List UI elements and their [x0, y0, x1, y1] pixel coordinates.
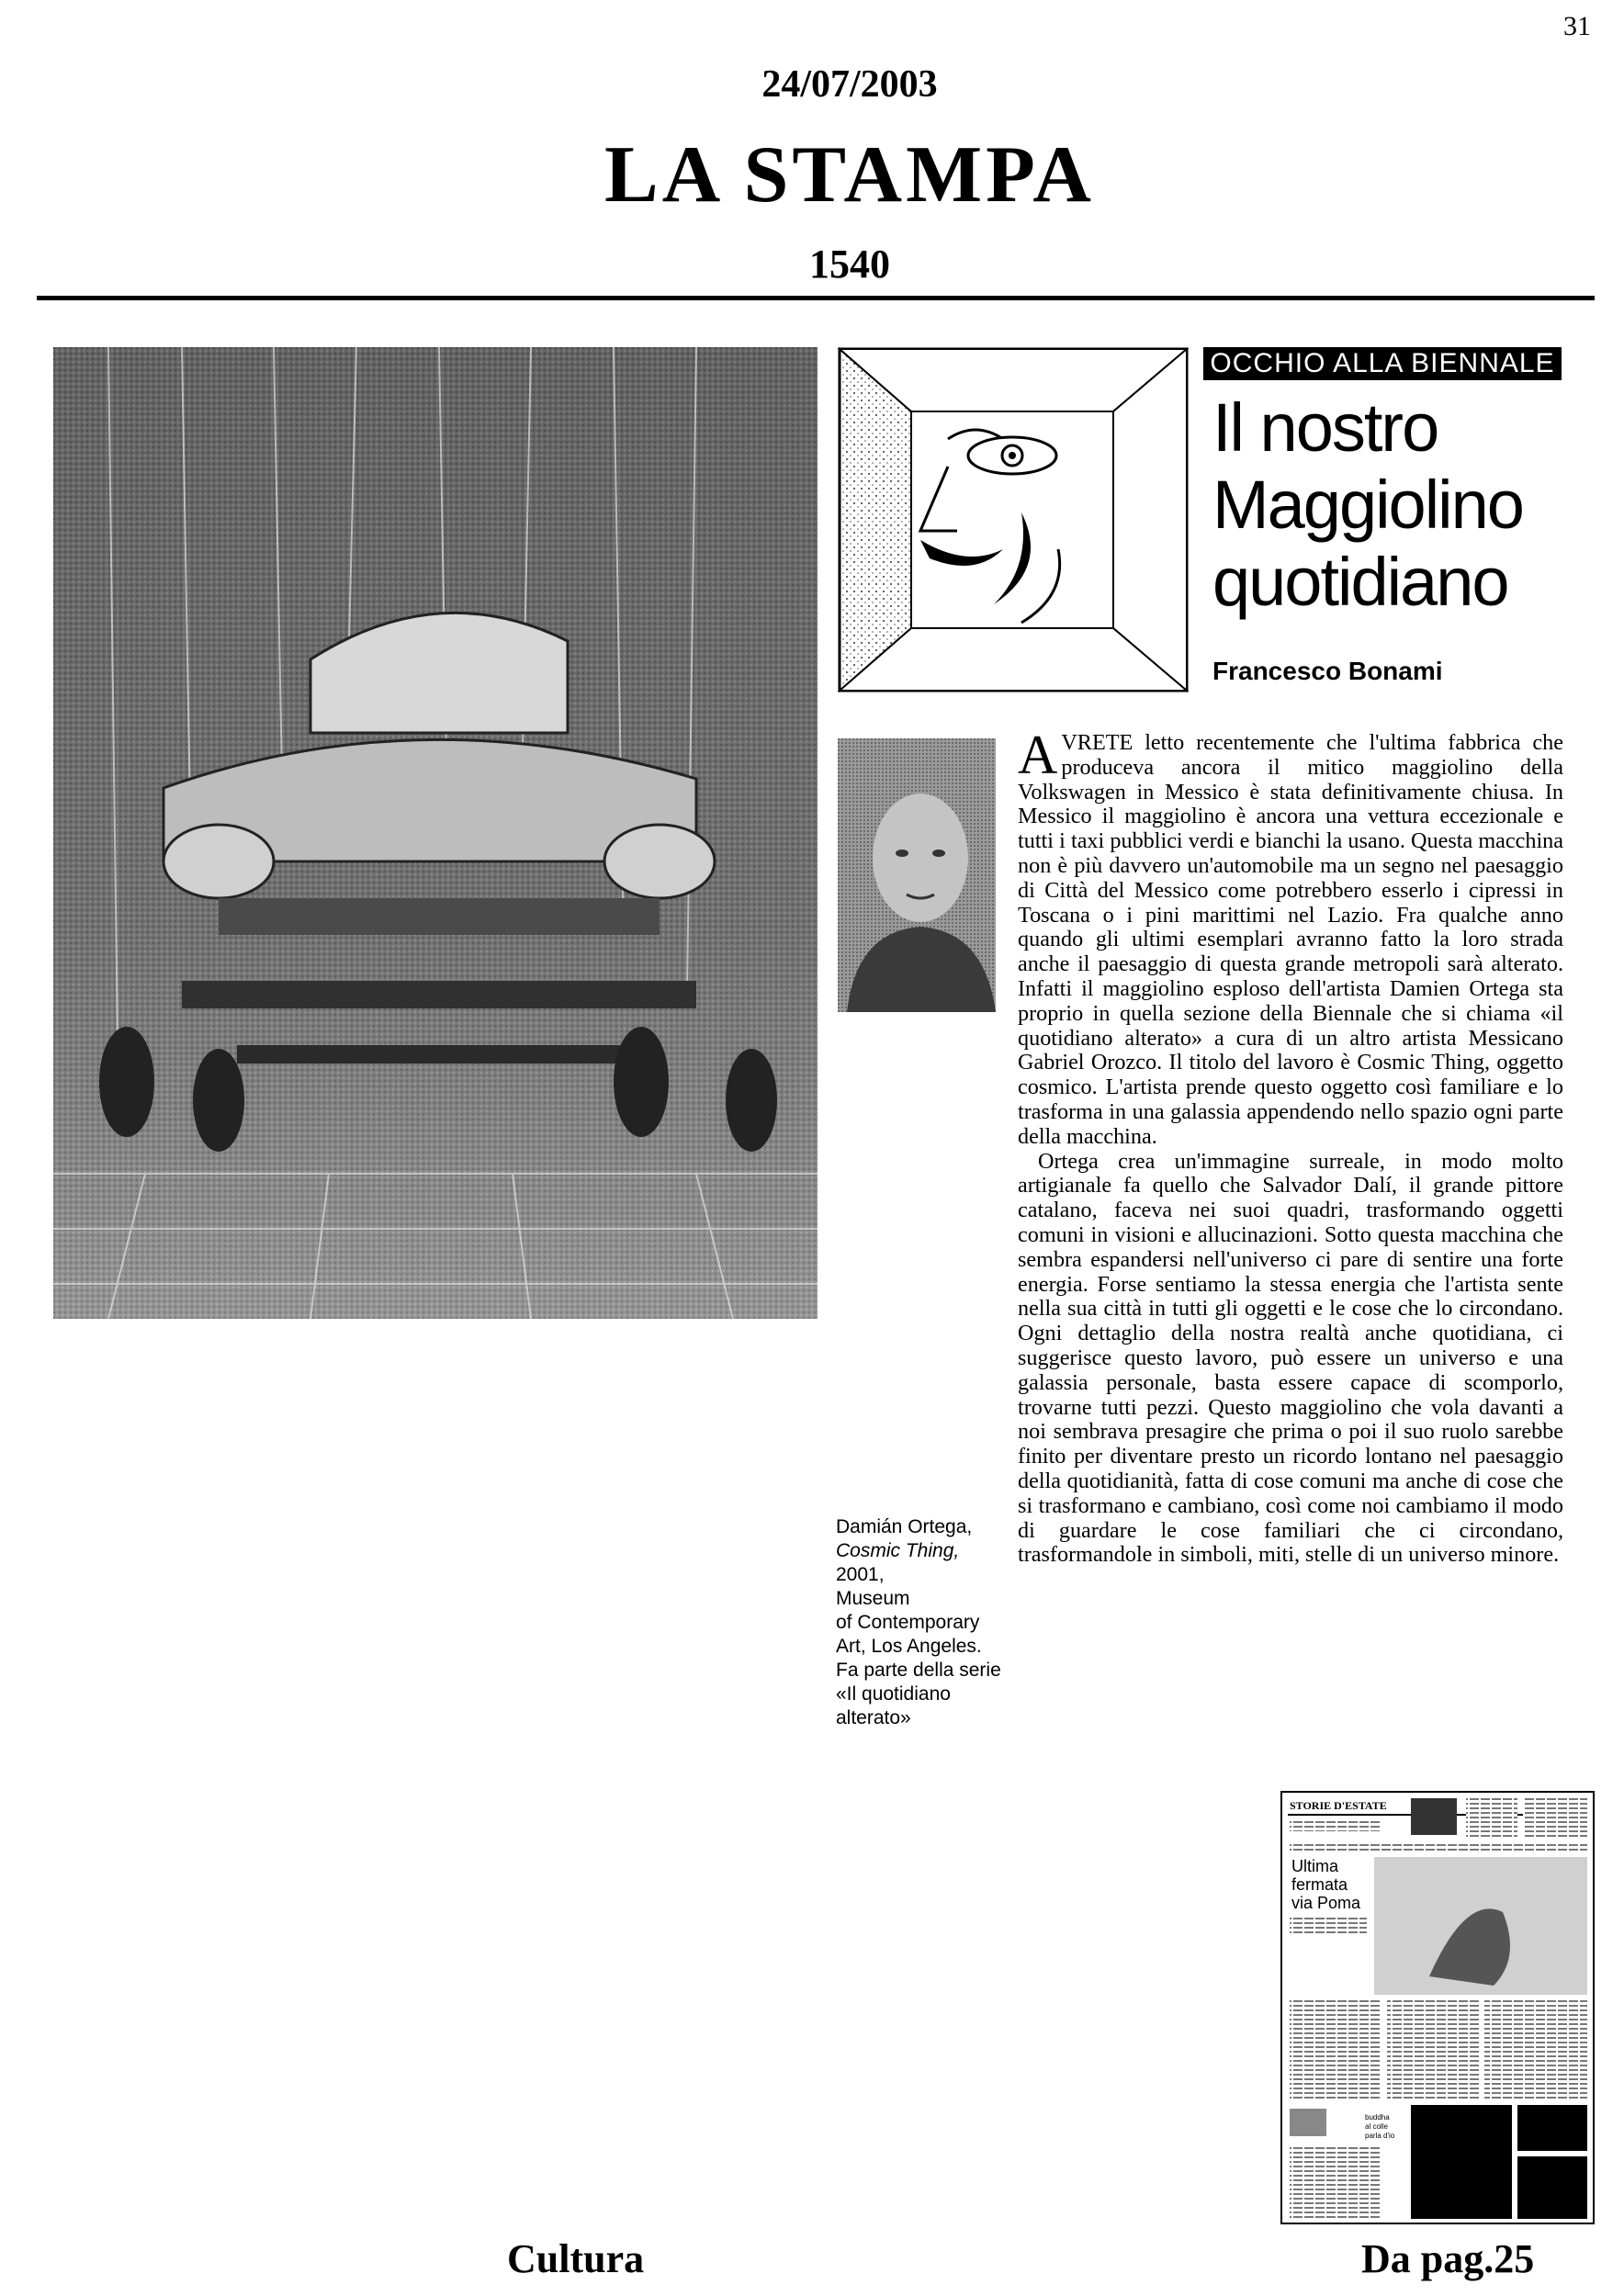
- article-body: [1018, 725, 1563, 1568]
- section-banner: OCCHIO ALLA BIENNALE: [1203, 347, 1562, 380]
- headline-line: Il nostro: [1212, 389, 1438, 466]
- caption-line: of Contemporary: [836, 1612, 980, 1633]
- caption-line: «Il quotidiano: [836, 1683, 951, 1705]
- thumbnail-box-line: buddha: [1365, 2113, 1390, 2122]
- headline: [1212, 389, 1598, 621]
- article-paragraph: [1018, 725, 1563, 1150]
- footer-section-name: Cultura: [507, 2236, 645, 2281]
- thumbnail-headline-line: via Poma: [1291, 1894, 1361, 1912]
- author-byline: Francesco Bonami: [1212, 657, 1443, 685]
- caption-title: Cosmic Thing,: [836, 1540, 960, 1561]
- main-photo: [53, 347, 818, 1319]
- drop-cap: A: [1018, 725, 1058, 785]
- caption-line: Museum: [836, 1588, 910, 1609]
- caption-year: 2001,: [836, 1564, 885, 1585]
- thumbnail-box-line: al colle: [1365, 2122, 1388, 2131]
- publication-date: 24/07/2003: [761, 63, 938, 106]
- caption-artist: Damián Ortega,: [836, 1516, 973, 1537]
- paragraph-text: VRETE letto recentemente che l'ultima fabbrica che produceva ancora il mitico maggiolino della Volkswagen in Messico è stata definitivamente chiusa. In Messico il maggiolino è ancora una vettura eccezionale e tutti i taxi pubblici verdi e bianchi la usano. Questa macchina non è più davvero un'automobile ma un segno nel paesaggio di Città del Messico come potrebbero esserlo i cipressi in Toscana o i pini marittimi nel Lazio. Fra qualche anno quando gli ultimi esemplari avranno fatto la loro strada anche il paesaggio di questa grande metropoli sarà alterato. Infatti il maggiolino esploso dell'artista Damien Ortega sta proprio in quella sezione della Biennale che si chiama «il quotidiano alterato» a cura di un altro artista Messicano Gabriel Orozco. Il titolo del lavoro è Cosmic Thing, oggetto cosmico. L'artista prende questo oggetto così familiare e lo trasforma in una galassia appendendo nello spazio ogni parte della macchina.: [1018, 730, 1563, 1149]
- caption-line: Art, Los Angeles.: [836, 1636, 982, 1657]
- author-portrait: [838, 738, 996, 1012]
- thumbnail-headline-line: fermata: [1291, 1875, 1348, 1894]
- page-thumbnail: [1280, 1791, 1595, 2224]
- headline-line: Maggiolino: [1212, 467, 1523, 543]
- newspaper-title: LA STAMPA: [604, 130, 1095, 219]
- photo-caption: [836, 1515, 1029, 1730]
- page-number: 31: [1563, 11, 1591, 41]
- thumbnail-masthead: STORIE D'ESTATE: [1290, 1799, 1387, 1812]
- publication-code: 1540: [809, 242, 890, 287]
- section-illustration: [838, 347, 1189, 692]
- thumbnail-headline-line: Ultima: [1291, 1857, 1339, 1875]
- caption-line: alterato»: [836, 1707, 911, 1728]
- headline-line: quotidiano: [1212, 544, 1508, 620]
- article-paragraph: Ortega crea un'immagine surreale, in modo molto artigianale fa quello che Salvador Dalí, il grande pittore catalano, faceva nei suoi quadri, trasformando oggetti comuni in visioni e allucinazioni. Sotto questa macchina che sembra espandersi nell'universo ci pare di sentire una forte energia. Forse sentiamo la stessa energia che l'artista sente nella sua città in tutti gli oggetti e le cose che lo circondano. Ogni dettaglio della nostra realtà anche quotidiana, ci suggerisce questo lavoro, può essere un universo e una galassia personale, basta essere capace di scomporlo, trovarne tutti pezzi. Questo maggiolino che vola davanti a noi sembrava presagire che prima o poi il suo ruolo sarebbe finito per diventare presto un ricordo lontano nel paesaggio della quotidianità, fatta di cose comuni ma anche di cose che si trasformano e cambiano, così come noi cambiamo il modo di guardare le cose familiari che ci circondano, trasformandole in simboli, miti, stelle di un universo minore.: [1018, 1148, 1563, 1568]
- thumbnail-box-line: parla d'io: [1365, 2132, 1395, 2140]
- header-divider: [37, 296, 1595, 300]
- footer-page-reference: Da pag.25: [1361, 2236, 1535, 2281]
- caption-line: Fa parte della serie: [836, 1660, 1001, 1681]
